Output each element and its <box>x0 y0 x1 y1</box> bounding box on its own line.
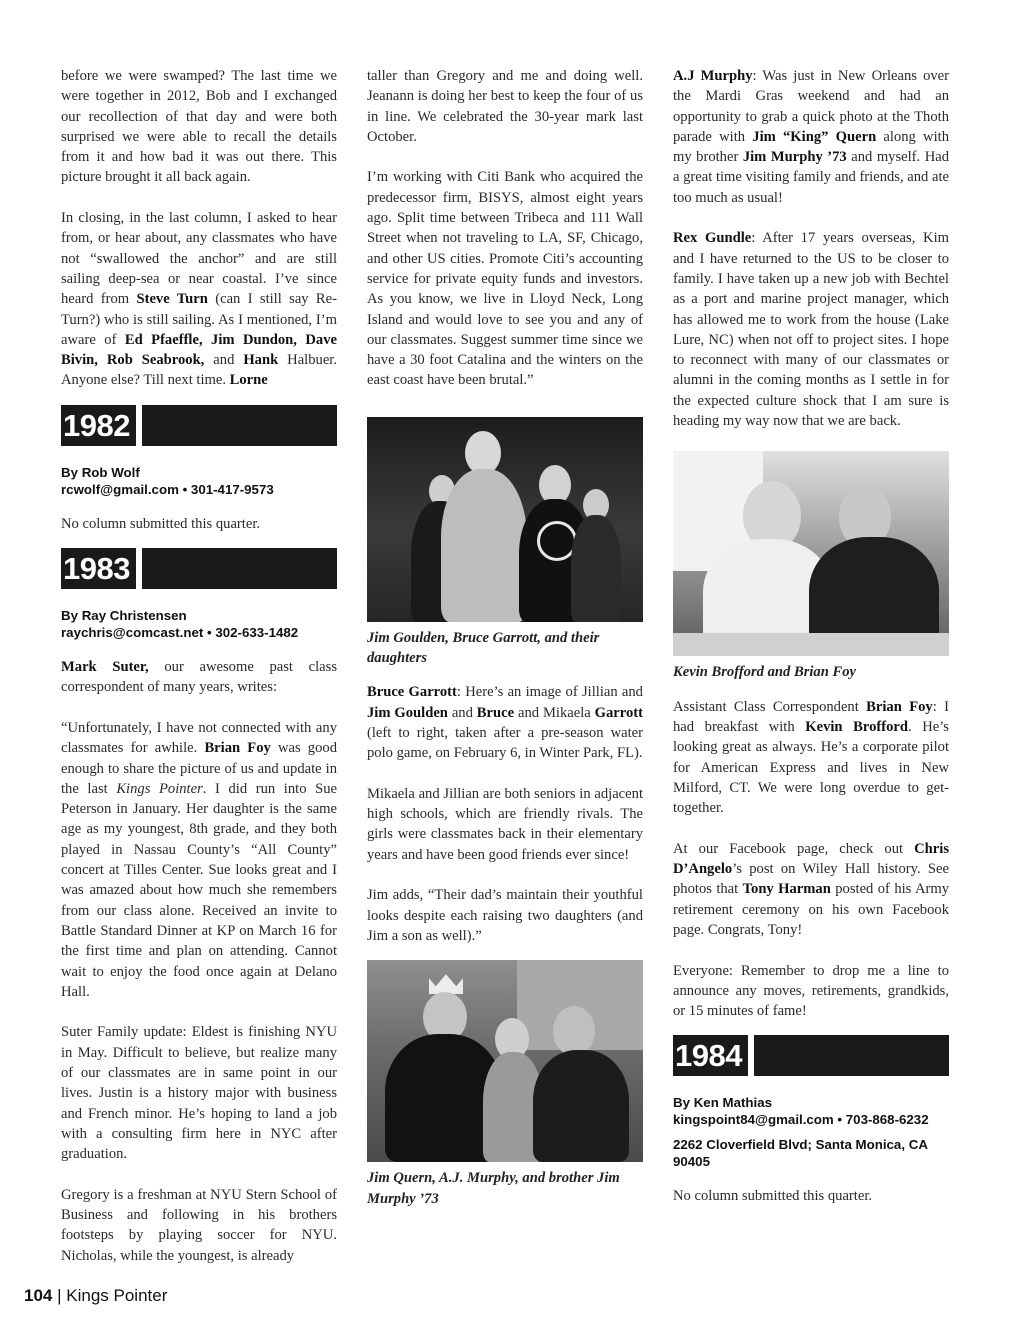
page-number: 104 <box>24 1286 53 1305</box>
byline-1983: By Ray Christensen raychris@comcast.net • 302-633-1482 <box>61 607 337 641</box>
signature-name: Lorne <box>229 372 268 389</box>
year-label: 1982 <box>61 405 136 446</box>
photo-quern-murphy <box>367 960 643 1162</box>
publication-title: Kings Pointer <box>116 780 203 797</box>
year-header-1982 <box>61 405 337 446</box>
paragraph: In closing, in the last column, I asked to hear from, or hear about, any classmates who have not “swallowed the anchor” and are still sailing deep-sea or near coastal. I’ve since heard from Steve Turn (can I still say Re-Turn?) who is still sailing. As I mentioned, I’m aware of Ed Pfaeffle, Jim Dundon, Dave Bivin, Rob Seabrook, and Hank Halbuer. Anyone else? Till next time. Lorne <box>61 210 338 389</box>
name-bold: Mark Suter, <box>61 659 149 676</box>
paragraph: Gregory is a freshman at NYU Stern School of Business and following in his brothers footsteps by playing soccer for NYU. Nicholas, while the youngest, is already <box>61 1186 337 1264</box>
mailing-address: 2262 Cloverfield Blvd; Santa Monica, CA 90405 <box>673 1137 928 1170</box>
paragraph: Jim adds, “Their dad’s maintain their youthful looks despite each raising two daughters (and Jim a son as well).” <box>367 887 643 944</box>
paragraph: Bruce Garrott: Here’s an image of Jillian and Jim Goulden and Bruce and Mikaela Garrott (left to right, taken after a pre-season water polo game, on February 6, in Winter Park, FL). <box>367 684 644 762</box>
paragraph: “Unfortunately, I have not connected with any classmates for awhile. Brian Foy was good enough to share the picture of us and update in the last Kings Pointer. I did run into Sue Peterson in January. Her daughter is the same age as my youngest, 8th grade, and they both played in Nassau County’s “All County” concert at Tilles Center. Sue looks great and I was amazed about how much she remembers from our class alone. Received an invite to Battle Standard Dinner at KP on March 16 for the first time and plan on attending. Cannot wait to enjoy the food once again at Delano Hall. <box>61 719 337 1000</box>
year-label: 1983 <box>61 548 136 589</box>
paragraph: Rex Gundle: After 17 years overseas, Kim and I have returned to the US to be closer to family. I have taken up a new job with Bechtel as a port and marine project manager, which has allowed me to work from the house (Lake Lure, NC) when not off to project sites. I hope to reconnect with many of our classmates or alumni in the coming months as I settle in for the expected culture shock that I am sure is heading my way now that we are back. <box>673 230 949 430</box>
contact-info: rcwolf@gmail.com • 301-417-9573 <box>61 481 274 497</box>
byline-1984: By Ken Mathias kingspoint84@gmail.com • 703-868-6232 <box>673 1094 949 1128</box>
name-bold: Brian Foy <box>866 698 933 715</box>
paragraph: A.J Murphy: Was just in New Orleans over the Mardi Gras weekend and had an opportunity to grab a quick photo at the Thoth parade with Jim “King” Quern along with my brother Jim Murphy ’73 and myself. Had a great time visiting family and friends, and ate too much as usual! <box>673 68 950 206</box>
paragraph: At our Facebook page, check out Chris D’Angelo’s post on Wiley Hall history. See photos that Tony Harman posted of his Army retirement ceremony on his own Facebook page. Congrats, Tony! <box>673 840 950 938</box>
paragraph: Mikaela and Jillian are both seniors in adjacent high schools, which are friendly rivals. The girls were classmates back in their elementary years and have been good friends ever since! <box>367 785 643 863</box>
year-label: 1984 <box>673 1035 748 1076</box>
column-2 <box>367 66 643 1223</box>
name-bold: Jim “King” Quern <box>752 128 877 145</box>
paragraph: I’m working with Citi Bank who acquired the predecessor firm, BISYS, almost eight years ago. Split time between Tribeca and 111 Wall Street when not traveling to LA, SF, Chicago, and other US cities. Promote Citi’s accounting service for private equity funds and investors. As you know, we live in Lloyd Neck, Long Island and would love to see you and any of our classmates. Suggest summer time since we have a 30 foot Catalina and the winters on the east coast have been brutal.” <box>367 169 643 389</box>
photo-caption: Kevin Brofford and Brian Foy <box>673 664 856 681</box>
photo-goulden-garrott <box>367 417 643 622</box>
contact-info: raychris@comcast.net • 302-633-1482 <box>61 625 299 641</box>
name-bold: Hank <box>243 352 279 369</box>
publication-name: Kings Pointer <box>66 1286 168 1305</box>
page-footer <box>24 1286 167 1306</box>
name-bold: Bruce Garrott <box>367 684 457 701</box>
no-column-note: No column submitted this quarter. <box>61 515 261 532</box>
no-column-note: No column submitted this quarter. <box>673 1188 873 1205</box>
name-bold: Chris D’Angelo <box>673 840 949 878</box>
column-1 <box>61 66 337 1266</box>
name-bold: Kevin Brofford <box>805 718 908 735</box>
year-header-1984 <box>673 1035 949 1076</box>
name-bold: Tony Harman <box>742 881 831 898</box>
name-bold: Ed Pfaeffle, Jim Dundon, Dave Bivin, Rob Seabrook, <box>61 331 337 369</box>
paragraph: Everyone: Remember to drop me a line to announce any moves, retirements, grandkids, or 15 minutes of fame! <box>673 962 949 1020</box>
paragraph: Suter Family update: Eldest is finishing NYU in May. Difficult to believe, but realize many of our classmates are in same point in our lives. Justin is a history major with business and French minor. He’s hoping to land a job with a consulting firm here in NYC after graduation. <box>61 1024 337 1163</box>
paragraph: Mark Suter, our awesome past class correspondent of many years, writes: <box>61 659 338 696</box>
paragraph: before we were swamped? The last time we were together in 2012, Bob and I exchanged our recollection of that day and were both surprised we were able to recall the details from it and how bad it was out there. This picture brought it all back again. <box>61 68 337 186</box>
name-bold: Brian Foy <box>204 740 271 757</box>
footer-separator: | <box>52 1286 67 1305</box>
paragraph: taller than Gregory and me and doing well. Jeanann is doing her best to keep the four of us in line. We celebrated the 30-year mark last October. <box>367 68 643 145</box>
name-bold: Jim Murphy ’73 <box>742 149 847 166</box>
photo-caption: Jim Quern, A.J. Murphy, and brother Jim Murphy ’73 <box>367 1170 620 1207</box>
name-bold: Jim Goulden <box>367 704 448 721</box>
name-bold: Bruce <box>476 704 515 721</box>
photo-brofford-foy <box>673 451 949 656</box>
paragraph: Assistant Class Correspondent Brian Foy: I had breakfast with Kevin Brofford. He’s looking great as always. He’s a corporate pilot for American Express and lives in New Milford, CT. We were long overdue to get-together. <box>673 698 949 817</box>
column-3 <box>673 66 949 1207</box>
photo-caption: Jim Goulden, Bruce Garrott, and their daughters <box>367 629 600 667</box>
name-bold: A.J Murphy <box>673 68 753 84</box>
name-bold: Rex Gundle <box>673 230 752 247</box>
year-header-1983 <box>61 548 337 589</box>
byline-1982: By Rob Wolf rcwolf@gmail.com • 301-417-9573 <box>61 464 337 498</box>
name-bold: Garrott <box>594 704 644 721</box>
contact-info: kingspoint84@gmail.com • 703-868-6232 <box>673 1112 929 1128</box>
name-bold: Steve Turn <box>136 291 208 308</box>
